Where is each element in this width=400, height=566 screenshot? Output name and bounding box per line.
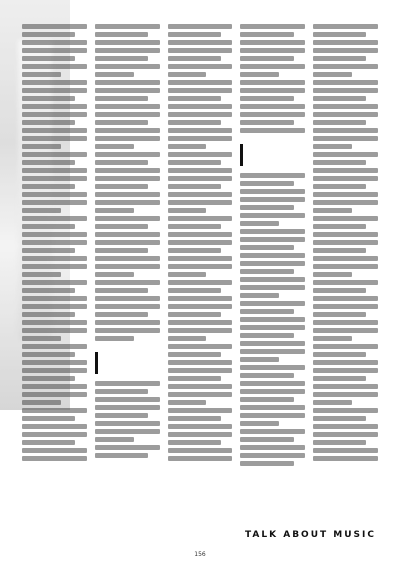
- text-column-2: [95, 24, 160, 534]
- section-heading-left: [95, 352, 160, 374]
- page-number: 156: [194, 551, 206, 558]
- text-column-1: [22, 24, 87, 534]
- text-column-4: [240, 24, 305, 534]
- footer-section-title: TALK ABOUT MUSIC: [244, 530, 376, 540]
- section-heading-middle: [240, 144, 305, 166]
- text-column-5: [313, 24, 378, 534]
- text-column-3: [168, 24, 233, 534]
- article-body: [22, 24, 378, 534]
